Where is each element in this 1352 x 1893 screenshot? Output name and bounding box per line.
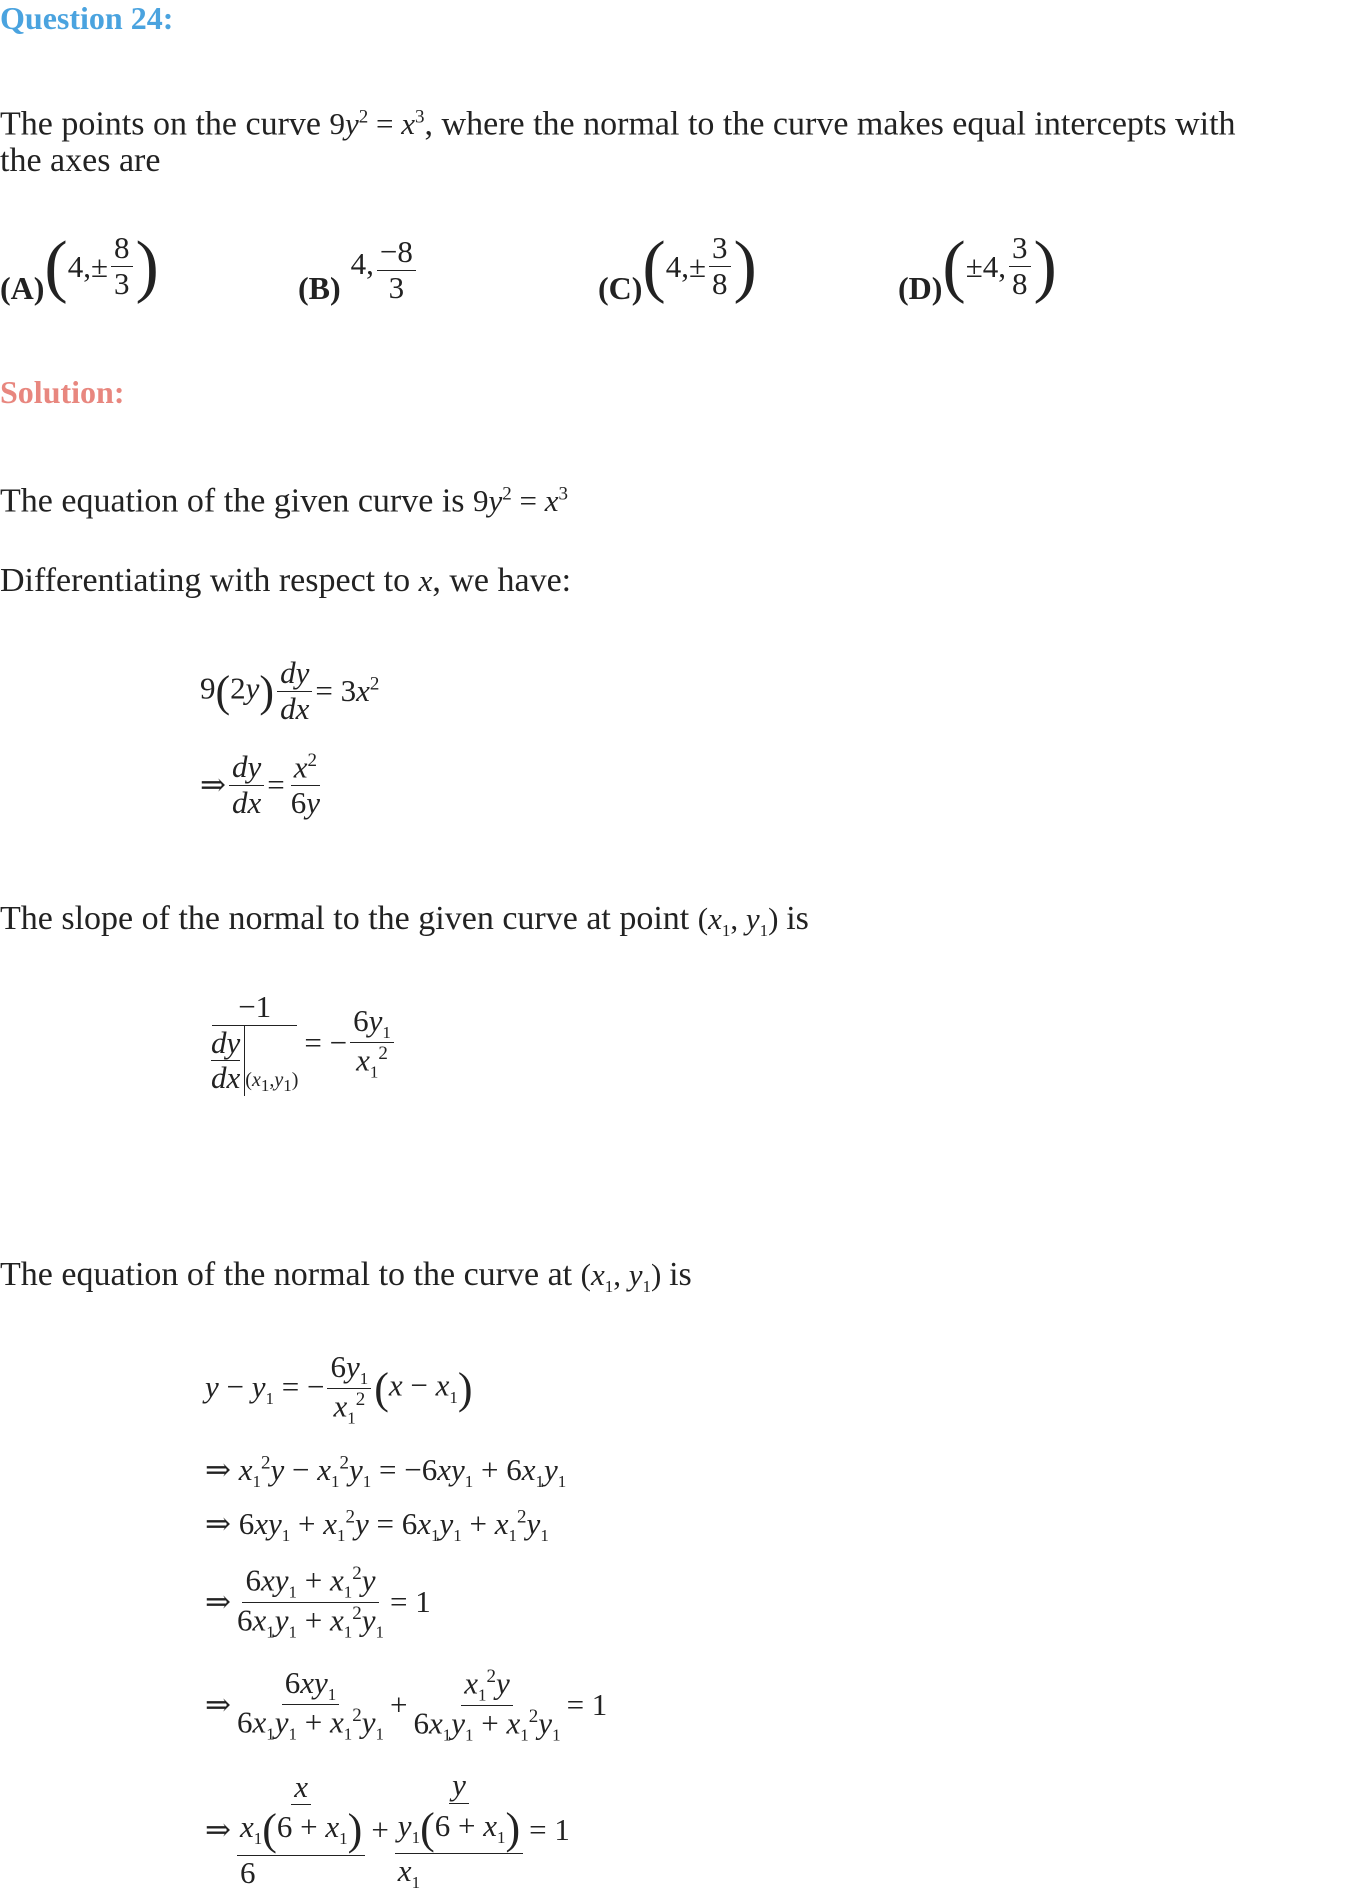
option-d-label: (D) bbox=[898, 270, 943, 306]
normal-eq-3: ⇒ $6xy_1 + x_1^2y = 6x_1y_1 + x_1^2y_1$ bbox=[205, 1506, 549, 1546]
solution-line2-end: , we have: bbox=[432, 562, 572, 599]
option-c-num: 3 bbox=[709, 231, 731, 267]
normal-eq-1: $y - y_1$ = − $\frac{6y_1}{x_1^2}$ $(x - x_1)$ bbox=[205, 1349, 473, 1428]
option-b-den: 3 bbox=[388, 270, 405, 305]
paren-right: ) bbox=[135, 227, 159, 305]
option-b-num: −8 bbox=[377, 235, 416, 271]
option-a-label: (A) bbox=[0, 270, 45, 306]
normal-eq-5: ⇒ $\frac{6xy_1}{6x_1y_1 + x_1^2y_1}$ + $\frac{x_1^2y}{6x_1y_1 + x_1^2y_1}$ = 1 bbox=[205, 1665, 608, 1745]
paren-left: ( bbox=[942, 227, 966, 305]
solution-line3-end: is bbox=[786, 900, 809, 937]
solution-line3-text: The slope of the normal to the given curve at point bbox=[0, 900, 690, 937]
paren-right: ) bbox=[733, 227, 757, 305]
option-c-x: 4,± bbox=[665, 248, 706, 284]
option-d-x: ±4, bbox=[965, 248, 1006, 284]
point-x1-y1: ($x_1$, $y_1$) bbox=[697, 901, 787, 941]
normal-slope-eq: −1 $\frac{dy}{dx}$ $_{(x_1,y_1)}$ = − $\frac{6y_1}{x_1^2}$ bbox=[205, 990, 397, 1096]
question-text-part2: , where the normal to the curve makes equal intercepts with bbox=[424, 105, 1236, 143]
var-x: x bbox=[418, 563, 433, 598]
solution-line3 bbox=[0, 898, 809, 952]
solution-line2 bbox=[0, 560, 571, 602]
solution-line4-text: The equation of the normal to the curve at bbox=[0, 1256, 573, 1293]
solution-line1 bbox=[0, 474, 568, 522]
option-d-den: 8 bbox=[1012, 266, 1028, 301]
option-d[interactable] bbox=[898, 226, 1057, 307]
option-a-den: 3 bbox=[114, 266, 130, 301]
paren-left: ( bbox=[642, 227, 666, 305]
option-c[interactable] bbox=[598, 226, 757, 307]
option-d-num: 3 bbox=[1009, 231, 1031, 267]
normal-eq-4: ⇒ $\frac{6xy_1 + x_1^2y}{6x_1y_1 + x_1^2y_1}$ = 1 bbox=[205, 1562, 431, 1642]
question-heading: Question 24: bbox=[0, 0, 174, 36]
paren-left: ( bbox=[44, 227, 68, 305]
solution-line4-end: is bbox=[669, 1256, 692, 1293]
option-c-label: (C) bbox=[598, 270, 643, 306]
option-a[interactable] bbox=[0, 226, 159, 307]
option-b-x: 4, bbox=[350, 245, 374, 281]
solution-heading: Solution: bbox=[0, 374, 125, 410]
question-text-line1 bbox=[0, 97, 1236, 145]
solution-line1-text: The equation of the given curve is bbox=[0, 482, 465, 520]
option-b-label: (B) bbox=[298, 270, 341, 306]
option-b[interactable] bbox=[298, 234, 419, 307]
curve-equation-2: $9y^2 = x^3$ bbox=[473, 483, 569, 519]
normal-eq-6: ⇒ $\frac{x}{\frac{x_1(6 + x_1)}{6}}$ + $\frac{y}{\frac{y_1(6 + x_1)}{x_1}}$ = 1 bbox=[205, 1767, 570, 1893]
derivative-eq-2: ⇒ $\frac{dy}{dx}$ = $\frac{x^2}{6y}$ bbox=[200, 749, 320, 821]
derivative-eq-1: 9(2y) $\frac{dy}{dx}$ = $3x^2$ bbox=[200, 655, 380, 726]
normal-eq-2: ⇒ $x_1^2y - x_1^2y_1 = -6xy_1 + 6x_1y_1$ bbox=[205, 1452, 567, 1492]
question-text-part1: The points on the curve bbox=[0, 105, 322, 143]
solution-line4 bbox=[0, 1254, 692, 1308]
curve-equation: $9y^2 = x^3$ bbox=[329, 106, 425, 142]
point-x1-y1-2: ($x_1$, $y_1$) bbox=[580, 1257, 670, 1297]
option-a-x: 4,± bbox=[67, 248, 108, 284]
option-c-den: 8 bbox=[712, 266, 728, 301]
paren-right: ) bbox=[1033, 227, 1057, 305]
solution-line2-text: Differentiating with respect to bbox=[0, 562, 411, 599]
option-a-num: 8 bbox=[111, 231, 133, 267]
question-text-line2: the axes are bbox=[0, 142, 161, 179]
